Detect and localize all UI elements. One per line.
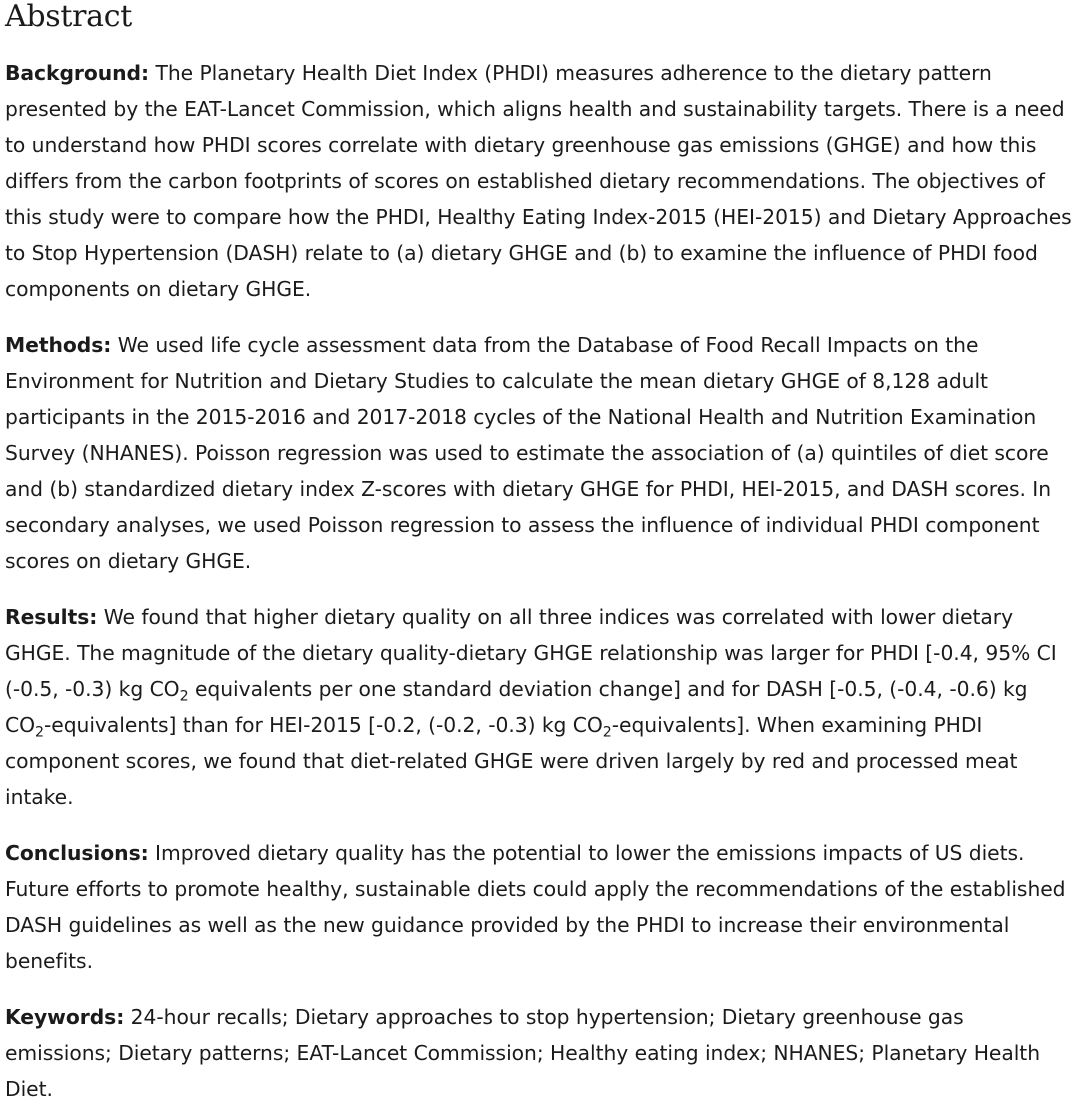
keywords-section (5, 999, 1074, 1107)
co2-subscript-3: 2 (602, 724, 612, 741)
results-text-part3: -equivalents] than for HEI-2015 [-0.2, (-0.2, -0.3) kg CO (44, 713, 603, 737)
conclusions-text: Improved dietary quality has the potential to lower the emissions impacts of US diets. Future efforts to promote healthy, sustainable diets could apply the recommendations of the established DASH guidelines as well as the new guidance provided by the PHDI to increase their environmental benefits. (5, 841, 1066, 973)
results-text-part2: equivalents per one standard deviation change] and for DASH [-0.5, (-0.4, -0.6) kg CO (5, 677, 1028, 737)
background-text: The Planetary Health Diet Index (PHDI) measures adherence to the dietary pattern presented by the EAT-Lancet Commission, which aligns health and sustainability targets. There is a need to understand how PHDI scores correlate with dietary greenhouse gas emissions (GHGE) and how this differs from the carbon footprints of scores on established dietary recommendations. The objectives of this study were to compare how the PHDI, Healthy Eating Index-2015 (HEI-2015) and Dietary Approaches to Stop Hypertension (DASH) relate to (a) dietary GHGE and (b) to examine the influence of PHDI food components on dietary GHGE. (5, 61, 1072, 301)
keywords-label: Keywords: (5, 1005, 125, 1029)
co2-subscript-1: 2 (179, 688, 189, 705)
abstract-heading: Abstract (5, 0, 133, 34)
methods-label: Methods: (5, 333, 112, 357)
co2-subscript-2: 2 (35, 724, 45, 741)
results-label: Results: (5, 605, 98, 629)
methods-section (5, 327, 1074, 579)
results-section (5, 599, 1074, 815)
conclusions-section (5, 835, 1074, 979)
results-text-part1: We found that higher dietary quality on all three indices was correlated with lower dietary GHGE. The magnitude of the dietary quality-dietary GHGE relationship was larger for PHDI [-0.4, 95% CI (-0.5, -0.3) kg CO (5, 605, 1057, 701)
background-section (5, 55, 1074, 307)
conclusions-label: Conclusions: (5, 841, 149, 865)
keywords-text: 24-hour recalls; Dietary approaches to stop hypertension; Dietary greenhouse gas emissions; Dietary patterns; EAT-Lancet Commission; Healthy eating index; NHANES; Planetary Health Diet. (5, 1005, 1041, 1101)
methods-text: We used life cycle assessment data from the Database of Food Recall Impacts on the Environment for Nutrition and Dietary Studies to calculate the mean dietary GHGE of 8,128 adult participants in the 2015-2016 and 2017-2018 cycles of the National Health and Nutrition Examination Survey (NHANES). Poisson regression was used to estimate the association of (a) quintiles of diet score and (b) standardized dietary index Z-scores with dietary GHGE for PHDI, HEI-2015, and DASH scores. In secondary analyses, we used Poisson regression to assess the influence of individual PHDI component scores on dietary GHGE. (5, 333, 1052, 573)
results-text-part4: -equivalents]. When examining PHDI component scores, we found that diet-related GHGE were driven largely by red and processed meat intake. (5, 713, 1018, 809)
background-label: Background: (5, 61, 150, 85)
